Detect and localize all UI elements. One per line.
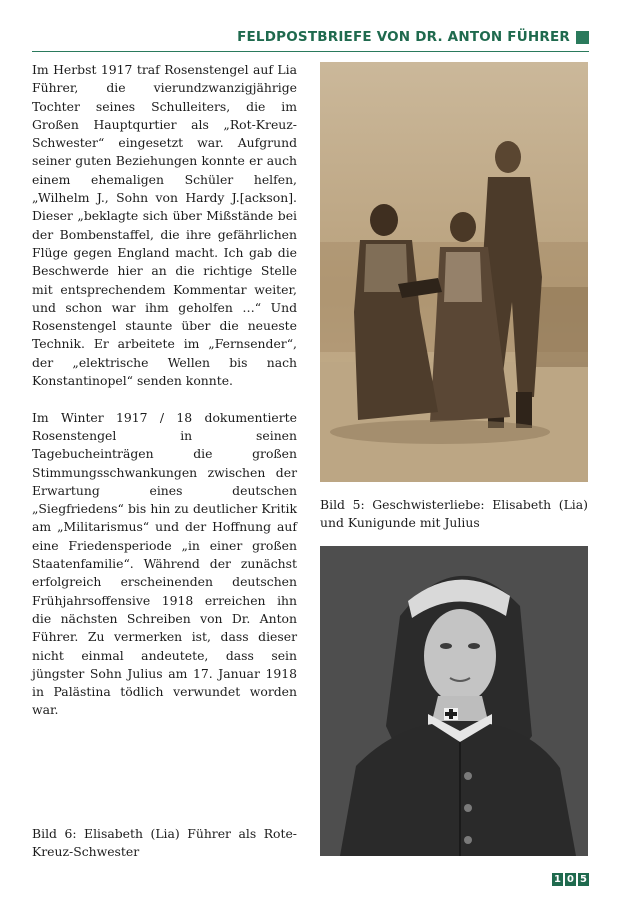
page-number-digit: 5	[578, 873, 589, 886]
bild5-caption: Bild 5: Geschwisterliebe: Elisabeth (Lia) und Kunigunde mit Julius	[320, 497, 588, 531]
page-number-digit: 1	[552, 873, 563, 886]
header-title: FELDPOSTBRIEFE VON DR. ANTON FÜHRER	[237, 29, 570, 45]
header-divider	[32, 51, 589, 52]
body-paragraph-2: Im Winter 1917 / 18 dokumentierte Rosenstengel in seinen Tagebucheinträgen die großen Stimmungsschwankungen zwischen der Erwartung eines deutschen „Siegfriedens“ bis hin zu deutlicher Kritik am „Militarismus“ und der Hoffnung auf eine Friedensperiode „in einer großen Staatenfamilie“. Während der zunächst erfolgreich erscheinenden deutschen Frühjahrsoffensive 1918 erreichen ihn die nächsten Schreiben von Dr. Anton Führer. Zu vermerken ist, dass dieser nicht einmal andeutete, dass sein jüngster Sohn Julius am 17. Januar 1918 in Palästina tödlich verwundet worden war.	[32, 409, 297, 718]
body-text-column	[32, 61, 297, 738]
page-number	[552, 873, 589, 886]
page-number-digit: 0	[565, 873, 576, 886]
header-accent-square	[576, 31, 589, 44]
body-paragraph-1: Im Herbst 1917 traf Rosenstengel auf Lia Führer, die vierundzwanzigjährige Tochter seines Schulleiters, die im Großen Hauptqurtier als „Rot-Kreuz-Schwester“ eingesetzt war. Aufgrund seiner guten Beziehungen konnte er auch einem ehemaligen Schüler helfen, „Wilhelm J., Sohn von Hardy J.[ackson]. Dieser „beklagte sich über Mißstände bei der Bombenstaffel, die ihre gefährlichen Flüge gegen England macht. Ich gab die Beschwerde hier an die richtige Stelle mit entsprechendem Kommentar weiter, und schon war ihm geholfen …“ Und Rosenstengel staunte über die neueste Technik. Er arbeitete im „Fernsender“, der „elektrische Wellen bis nach Konstantinopel“ senden konnte.	[32, 62, 297, 389]
bild5-family-photo	[320, 62, 588, 482]
bild6-nurse-portrait	[320, 546, 588, 856]
bild6-caption: Bild 6: Elisabeth (Lia) Führer als Rote-Kreuz-Schwester	[32, 826, 297, 860]
